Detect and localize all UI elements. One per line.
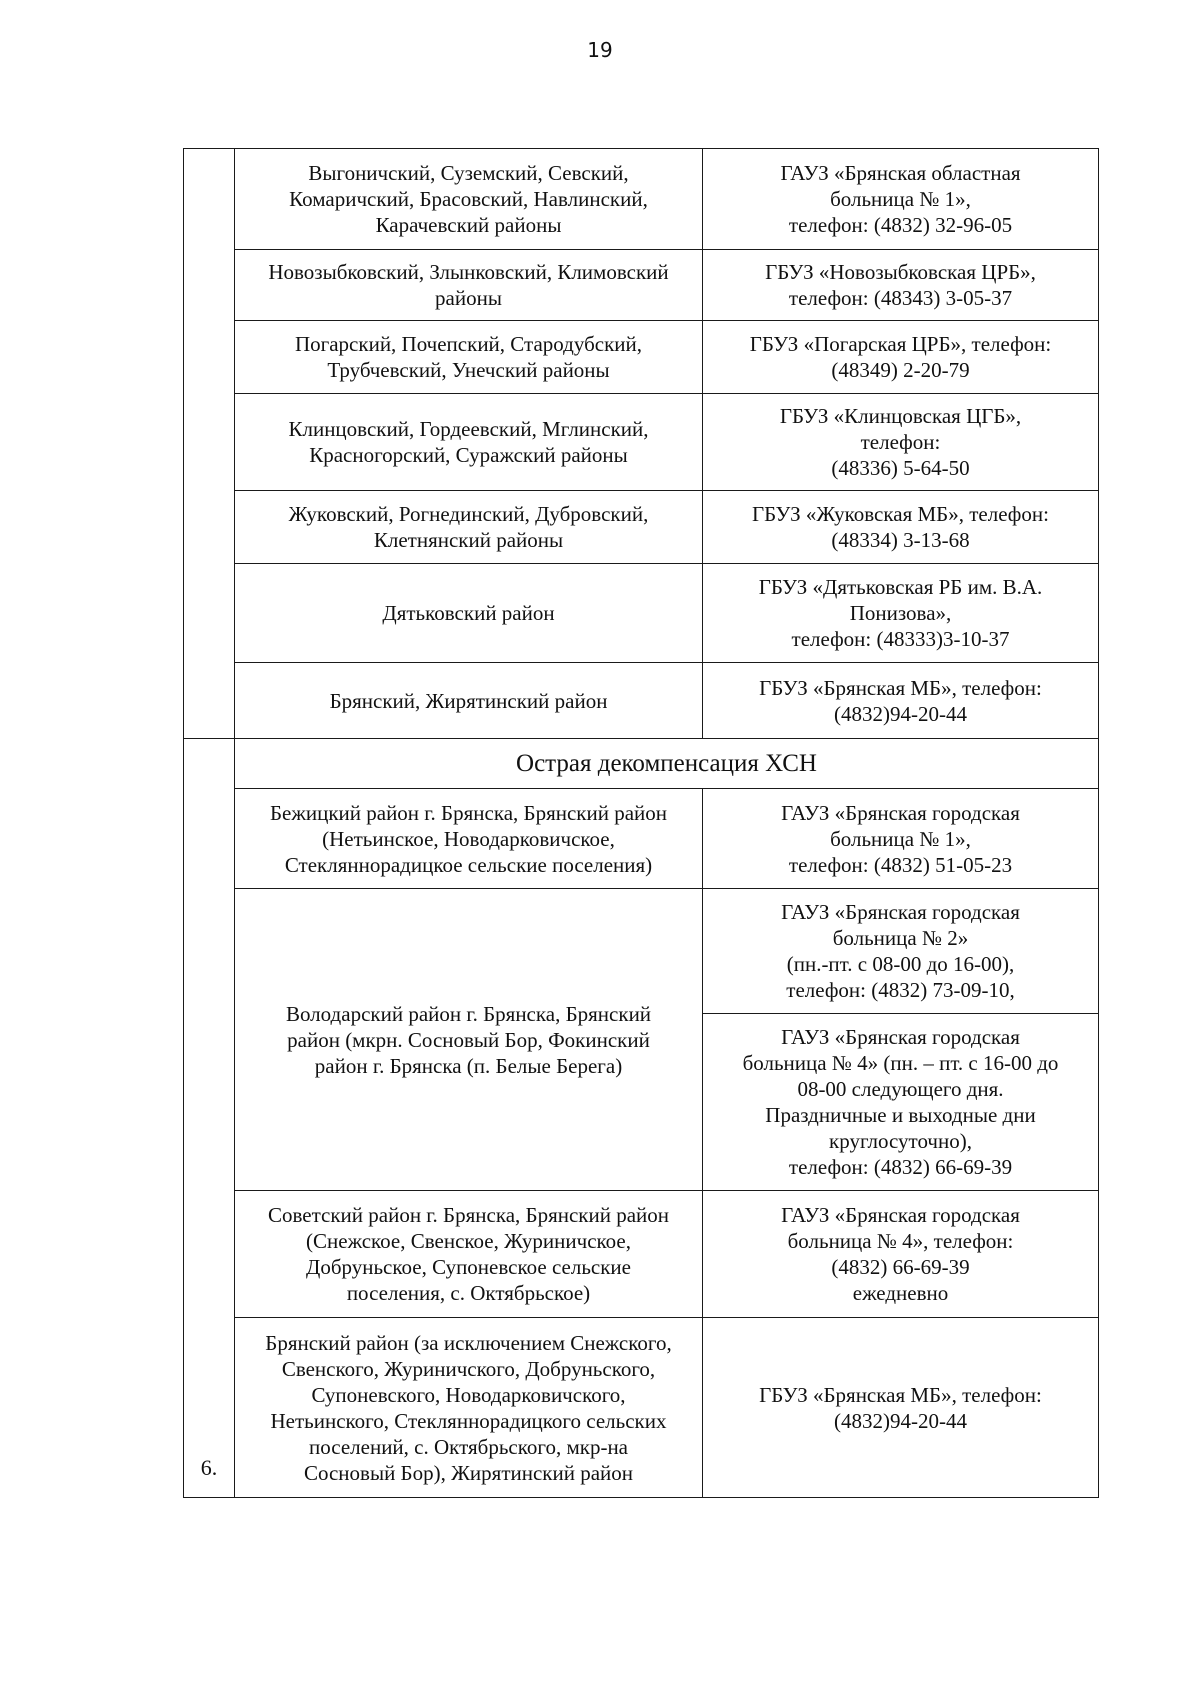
page-number: 19 bbox=[587, 38, 613, 62]
table-row bbox=[184, 491, 1099, 564]
districts-cell: Советский район г. Брянска, Брянский район (Снежское, Свенское, Журиничское, Добруньское, Супоневское сельские поселения, с. Октябрьское) bbox=[235, 1191, 703, 1318]
table-row bbox=[184, 663, 1099, 739]
table-row bbox=[184, 1191, 1099, 1318]
districts-cell: Бежицкий район г. Брянска, Брянский район (Нетьинское, Новодарковичское, Стекляннорадицкое сельские поселения) bbox=[235, 789, 703, 889]
hospital-cell: ГАУЗ «Брянская городская больница № 4» (пн. – пт. с 16-00 до 08-00 следующего дня. Праздничные и выходные дни круглосуточно), телефон: (4832) 66-69-39 bbox=[703, 1014, 1099, 1191]
table-row bbox=[184, 1318, 1099, 1498]
districts-cell: Новозыбковский, Злынковский, Климовский районы bbox=[235, 250, 703, 321]
districts-cell: Погарский, Почепский, Стародубский, Трубчевский, Унечский районы bbox=[235, 321, 703, 394]
hospital-cell: ГАУЗ «Брянская областная больница № 1», телефон: (4832) 32-96-05 bbox=[703, 149, 1099, 250]
section-number-cell bbox=[184, 149, 235, 739]
districts-cell: Брянский район (за исключением Снежского, Свенского, Журиничского, Добруньского, Супоневского, Новодарковичского, Нетьинского, Стекляннорадицкого сельских поселений, с. Октябрьского, мкр-на Сосновый Бор), Жирятинский район bbox=[235, 1318, 703, 1498]
hospital-cell: ГАУЗ «Брянская городская больница № 2» (пн.-пт. с 08-00 до 16-00), телефон: (4832) 73-09-10, bbox=[703, 889, 1099, 1014]
table-row bbox=[184, 564, 1099, 663]
districts-cell: Володарский район г. Брянска, Брянский район (мкрн. Сосновый Бор, Фокинский район г. Брянска (п. Белые Берега) bbox=[235, 889, 703, 1191]
districts-cell: Выгоничский, Суземский, Севский, Комаричский, Брасовский, Навлинский, Карачевский районы bbox=[235, 149, 703, 250]
routing-table bbox=[183, 148, 1099, 1498]
table-row bbox=[184, 321, 1099, 394]
hospital-cell: ГБУЗ «Новозыбковская ЦРБ», телефон: (48343) 3-05-37 bbox=[703, 250, 1099, 321]
table-row bbox=[184, 149, 1099, 250]
section-header-row bbox=[184, 739, 1099, 789]
hospital-cell: ГБУЗ «Жуковская МБ», телефон: (48334) 3-13-68 bbox=[703, 491, 1099, 564]
districts-cell: Брянский, Жирятинский район bbox=[235, 663, 703, 739]
section-number-cell: 6. bbox=[184, 739, 235, 1498]
table-row bbox=[184, 789, 1099, 889]
hospital-cell: ГАУЗ «Брянская городская больница № 4», телефон: (4832) 66-69-39 ежедневно bbox=[703, 1191, 1099, 1318]
table-row bbox=[184, 889, 1099, 1014]
districts-cell: Дятьковский район bbox=[235, 564, 703, 663]
hospital-cell: ГАУЗ «Брянская городская больница № 1», телефон: (4832) 51-05-23 bbox=[703, 789, 1099, 889]
table-row bbox=[184, 250, 1099, 321]
districts-cell: Клинцовский, Гордеевский, Мглинский, Красногорский, Суражский районы bbox=[235, 394, 703, 491]
hospital-cell: ГБУЗ «Брянская МБ», телефон: (4832)94-20-44 bbox=[703, 1318, 1099, 1498]
districts-cell: Жуковский, Рогнединский, Дубровский, Клетнянский районы bbox=[235, 491, 703, 564]
table-row bbox=[184, 394, 1099, 491]
hospital-cell: ГБУЗ «Дятьковская РБ им. В.А. Понизова», телефон: (48333)3-10-37 bbox=[703, 564, 1099, 663]
hospital-cell: ГБУЗ «Клинцовская ЦГБ», телефон: (48336) 5-64-50 bbox=[703, 394, 1099, 491]
hospital-cell: ГБУЗ «Брянская МБ», телефон: (4832)94-20-44 bbox=[703, 663, 1099, 739]
section-title: Острая декомпенсация ХСН bbox=[235, 739, 1099, 789]
hospital-cell: ГБУЗ «Погарская ЦРБ», телефон: (48349) 2-20-79 bbox=[703, 321, 1099, 394]
